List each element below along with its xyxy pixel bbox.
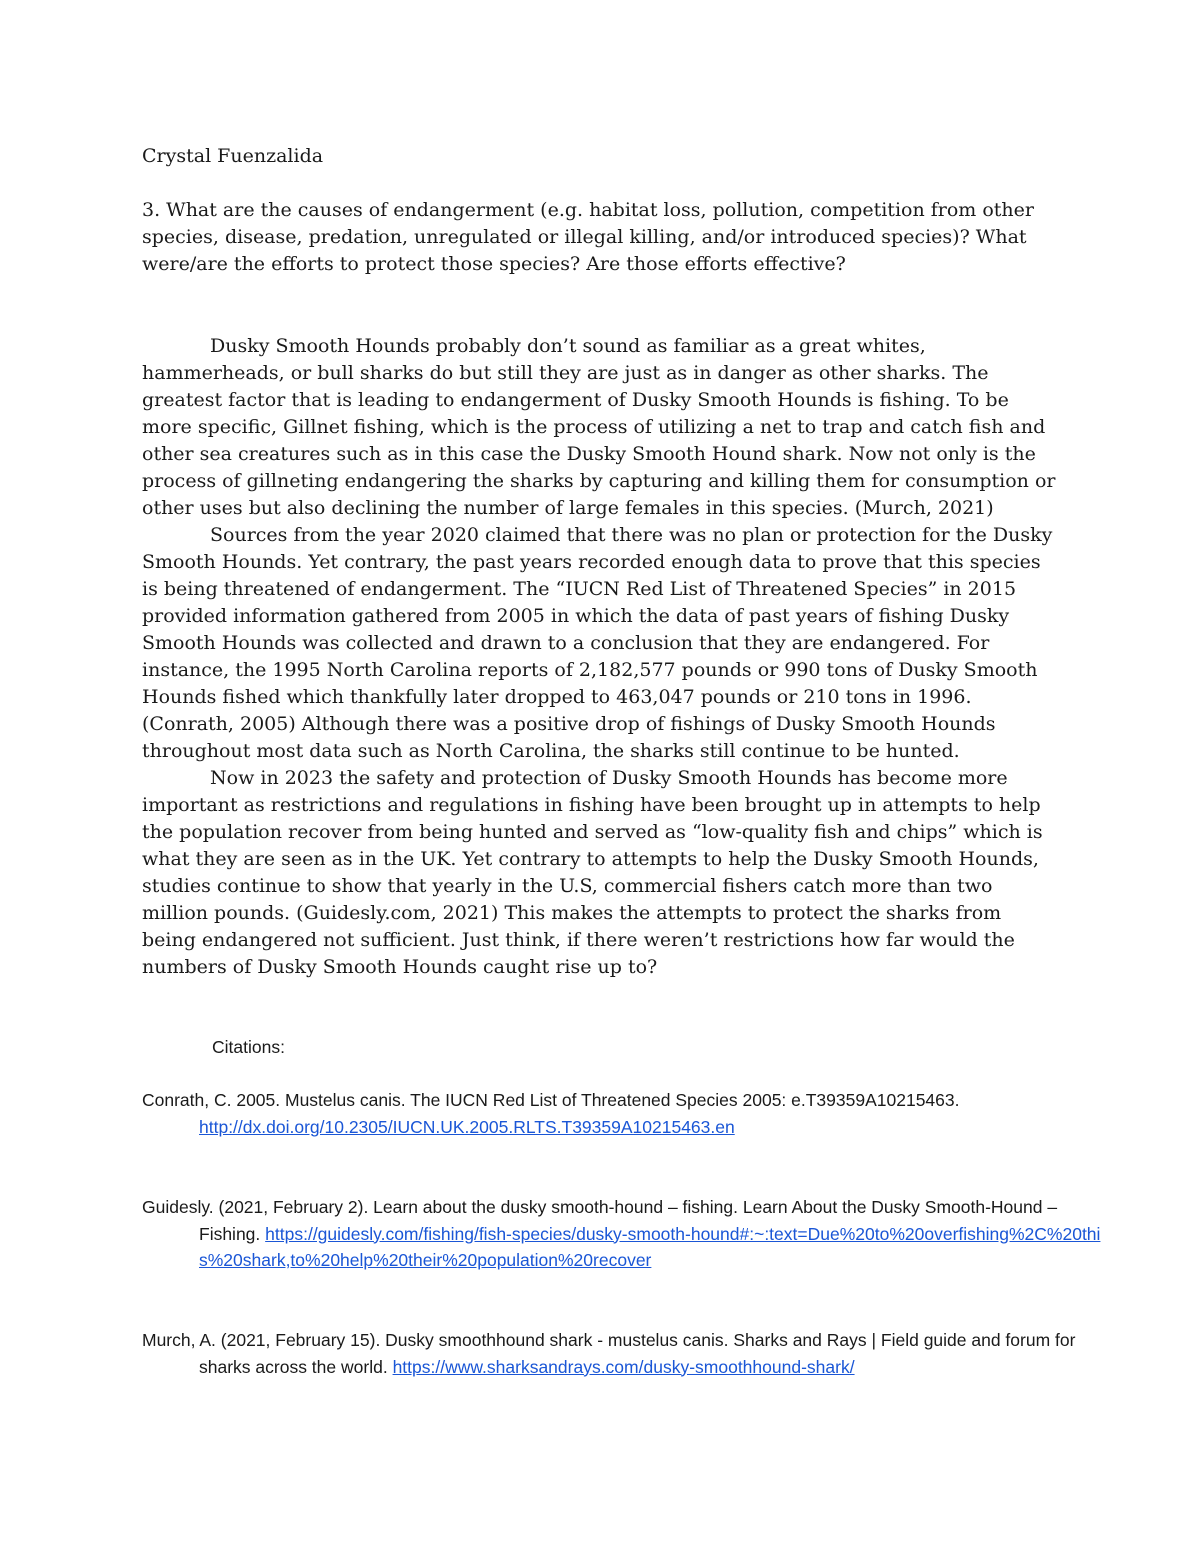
author-name: Crystal Fuenzalida bbox=[142, 145, 324, 167]
citations-heading: Citations: bbox=[212, 1037, 285, 1057]
essay-body bbox=[142, 333, 1057, 981]
citation-text: Guidesly. (2021, February 2). Learn about the dusky smooth-hound – fishing. Learn About the Dusky Smooth-Hound – Fishing. bbox=[142, 1197, 1058, 1244]
essay-paragraph: Now in 2023 the safety and protection of Dusky Smooth Hounds has become more important as restrictions and regulations in fishing have been brought up in attempts to help the population recover from being hunted and served as “low-quality fish and chips” which is what they are seen as in the UK. Yet contrary to attempts to help the Dusky Smooth Hounds, studies continue to show that yearly in the U.S, commercial fishers catch more than two million pounds. (Guidesly.com, 2021) This makes the attempts to protect the sharks from being endangered not sufficient. Just think, if there weren’t restrictions how far would the numbers of Dusky Smooth Hounds caught rise up to? bbox=[142, 767, 1043, 978]
question-prompt: 3. What are the causes of endangerment (e.g. habitat loss, pollution, competition from other species, disease, predation, unregulated or illegal killing, and/or introduced species)? What were/are the efforts to protect those species? Are those efforts effective? bbox=[142, 199, 1034, 275]
citation-text: Conrath, C. 2005. Mustelus canis. The IUCN Red List of Threatened Species 2005: e.T39359A10215463. bbox=[142, 1090, 960, 1110]
citation-entry bbox=[142, 1327, 1119, 1380]
citation-entry bbox=[142, 1194, 1119, 1274]
citation-entry bbox=[142, 1087, 1119, 1140]
citation-link[interactable]: https://www.sharksandrays.com/dusky-smoothhound-shark/ bbox=[392, 1356, 855, 1377]
citation-link[interactable]: https://guidesly.com/fishing/fish-species/dusky-smooth-hound#:~:text=Due%20to%20overfishing%2C%20this%20shark,to%20help%20their%20population%20recover bbox=[199, 1223, 1101, 1270]
citation-link[interactable]: http://dx.doi.org/10.2305/IUCN.UK.2005.RLTS.T39359A10215463.en bbox=[199, 1116, 735, 1137]
essay-paragraph: Sources from the year 2020 claimed that there was no plan or protection for the Dusky Smooth Hounds. Yet contrary, the past years recorded enough data to prove that this species is being threatened of endangerment. The “IUCN Red List of Threatened Species” in 2015 provided information gathered from 2005 in which the data of past years of fishing Dusky Smooth Hounds was collected and drawn to a conclusion that they are endangered. For instance, the 1995 North Carolina reports of 2,182,577 pounds or 990 tons of Dusky Smooth Hounds fished which thankfully later dropped to 463,047 pounds or 210 tons in 1996. (Conrath, 2005) Although there was a positive drop of fishings of Dusky Smooth Hounds throughout most data such as North Carolina, the sharks still continue to be hunted. bbox=[142, 524, 1053, 762]
citation-text: Murch, A. (2021, February 15). Dusky smoothhound shark - mustelus canis. Sharks and Rays | Field guide and forum for sharks across the world. bbox=[142, 1330, 1076, 1377]
essay-paragraph: Dusky Smooth Hounds probably don’t sound as familiar as a great whites, hammerheads, or bull sharks do but still they are just as in danger as other sharks. The greatest factor that is leading to endangerment of Dusky Smooth Hounds is fishing. To be more specific, Gillnet fishing, which is the process of utilizing a net to trap and catch fish and other sea creatures such as in this case the Dusky Smooth Hound shark. Now not only is the process of gillneting endangering the sharks by capturing and killing them for consumption or other uses but also declining the number of large females in this species. (Murch, 2021) bbox=[142, 335, 1056, 519]
